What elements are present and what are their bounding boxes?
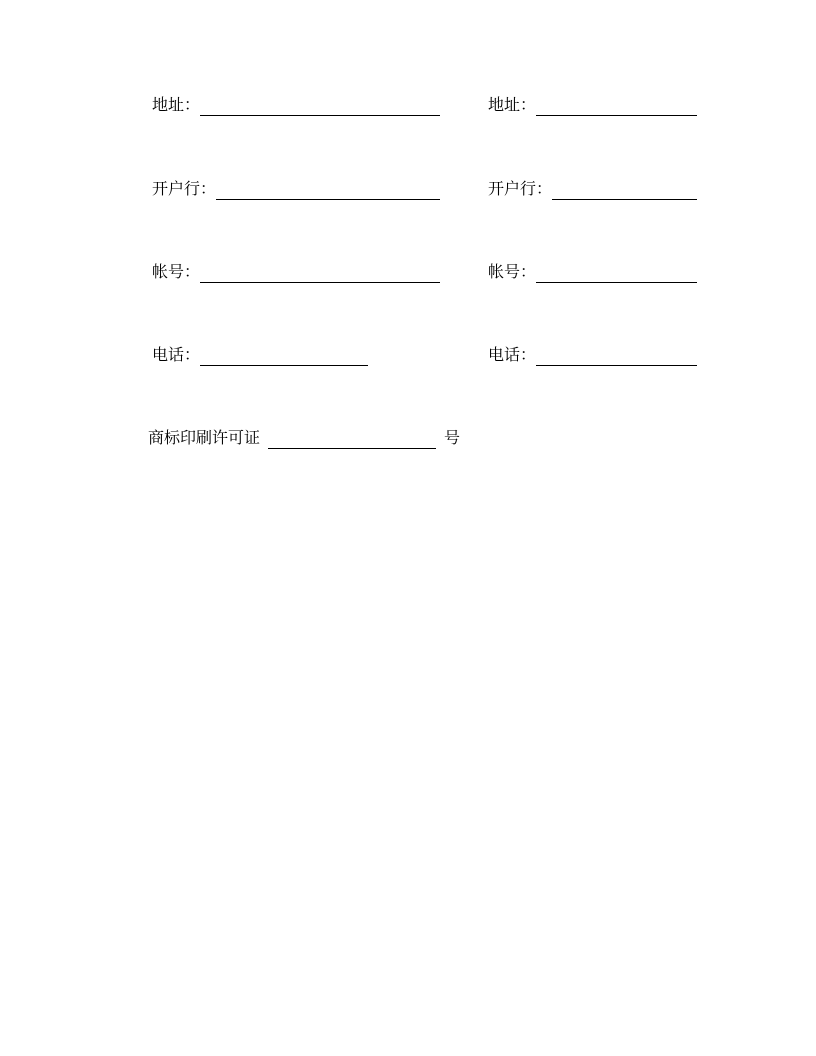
right-phone-blank[interactable] [536, 347, 697, 366]
left-phone-blank[interactable] [200, 347, 368, 366]
left-bank-label: 开户行： [152, 179, 217, 198]
left-bank-blank[interactable] [216, 181, 440, 200]
right-phone-label: 电话： [488, 345, 537, 364]
right-bank-label: 开户行： [488, 179, 553, 198]
right-phone-field [488, 342, 697, 366]
left-account-field [152, 259, 440, 283]
license-field [148, 425, 460, 449]
license-number-blank[interactable] [268, 430, 436, 449]
right-account-label: 帐号： [488, 262, 537, 281]
left-address-label: 地址： [152, 95, 201, 114]
left-address-blank[interactable] [200, 97, 440, 116]
license-suffix: 号 [444, 428, 461, 447]
right-account-blank[interactable] [536, 264, 697, 283]
left-account-label: 帐号： [152, 262, 201, 281]
left-phone-field [152, 342, 368, 366]
right-bank-blank[interactable] [552, 181, 697, 200]
right-address-blank[interactable] [536, 97, 697, 116]
left-account-blank[interactable] [200, 264, 440, 283]
license-label: 商标印刷许可证 [148, 428, 261, 447]
right-address-label: 地址： [488, 95, 537, 114]
left-bank-field [152, 176, 440, 200]
right-address-field [488, 92, 697, 116]
left-phone-label: 电话： [152, 345, 201, 364]
right-bank-field [488, 176, 697, 200]
right-account-field [488, 259, 697, 283]
left-address-field [152, 92, 440, 116]
